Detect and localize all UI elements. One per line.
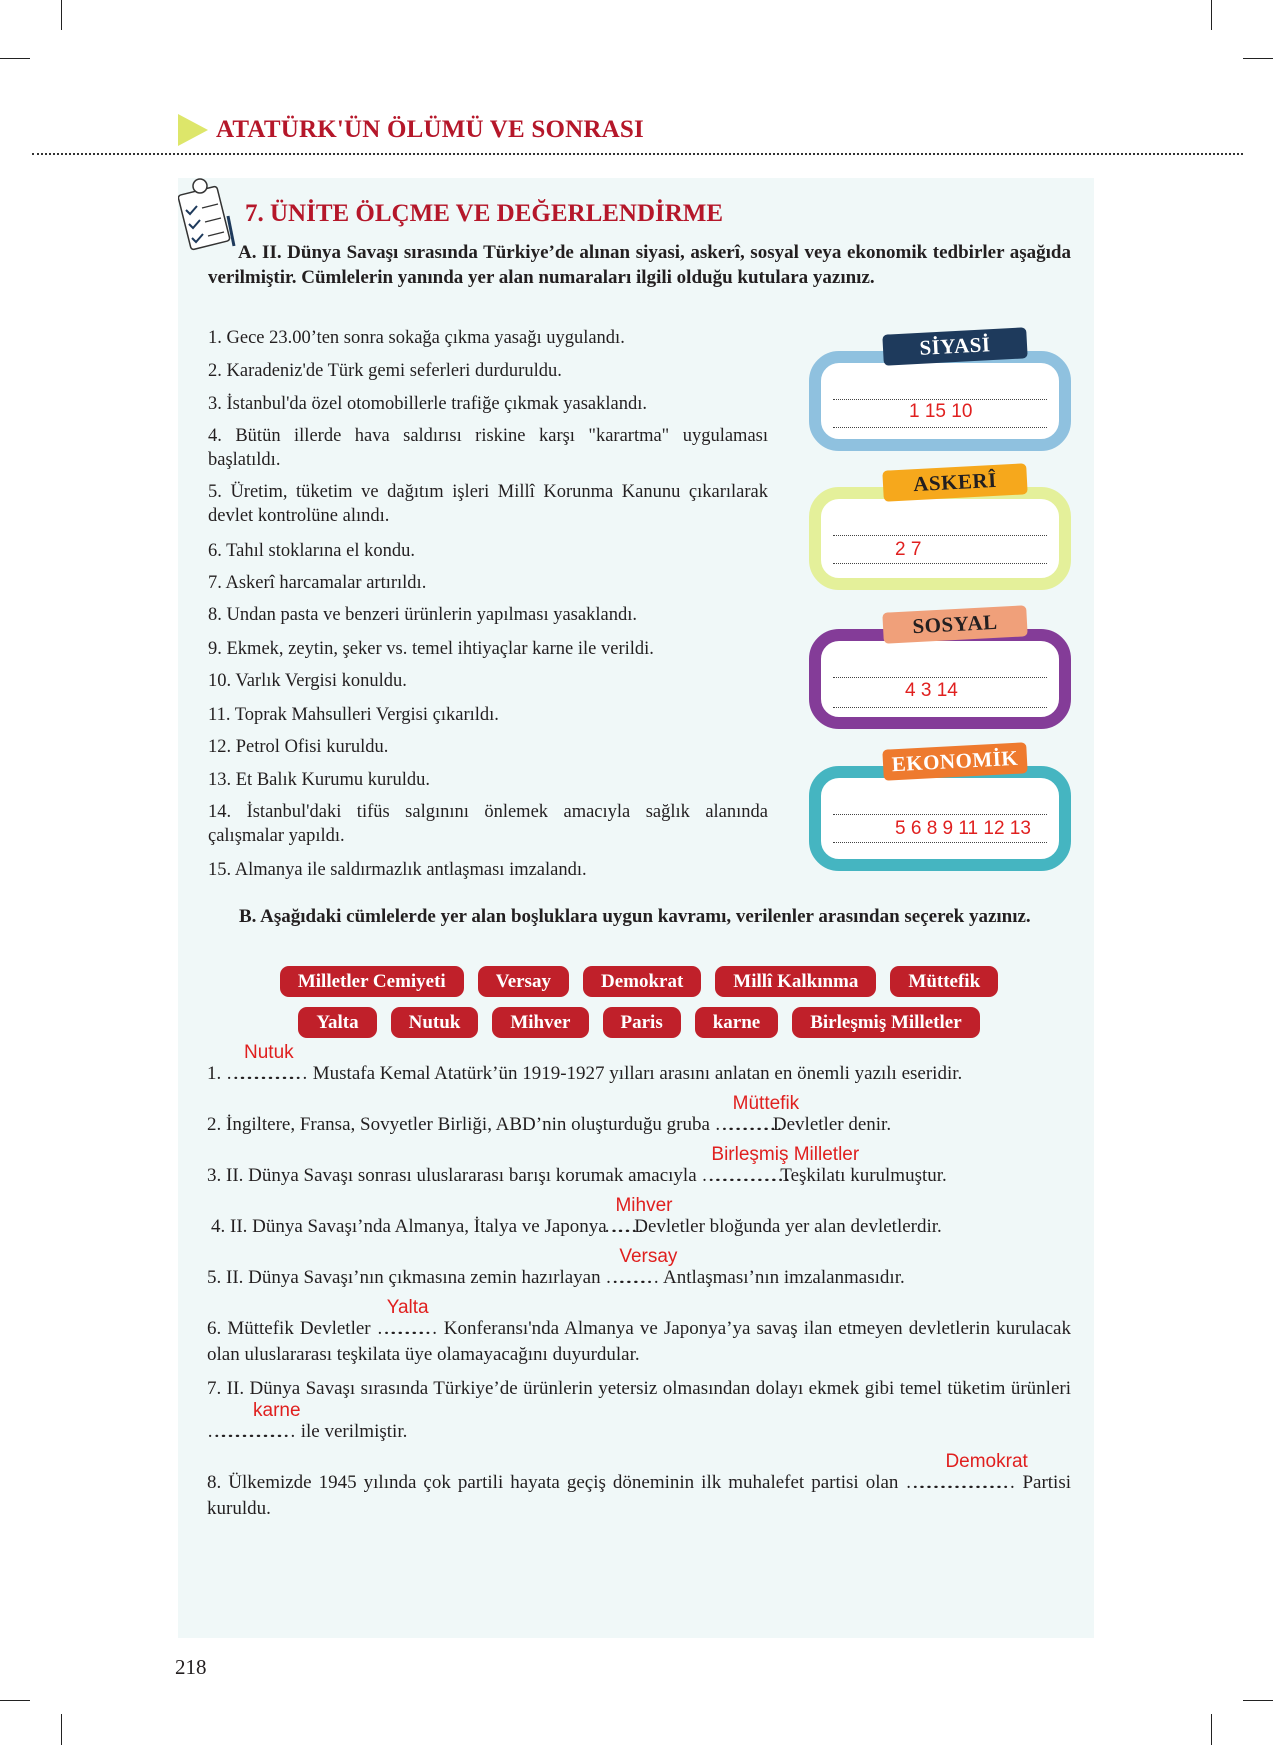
section-b-instruction: B. Aşağıdaki cümlelerde yer alan boşluklara uygun kavramı, verilenler arasından seçerek yazınız.: [239, 906, 1031, 927]
blank-dots: ……………………………………: [905, 1472, 1004, 1493]
question-text: Partisi kuruldu.: [207, 1472, 1072, 1519]
question-text: Mustafa Kemal Atatürk’ün 1919-1927 yılları arasını anlatan en önemli yazılı eseridir.: [308, 1063, 963, 1084]
answer-blank[interactable]: [207, 1400, 301, 1445]
blank-dots: ………………: [605, 1267, 648, 1288]
word-chip: Paris: [603, 1007, 681, 1038]
question-5: [207, 1248, 1071, 1291]
list-item: 3. İstanbul'da özel otomobillerle trafiğe çıkmak yasaklandı.: [208, 394, 647, 414]
word-chip: Yalta: [298, 1007, 376, 1038]
question-text: 6. Müttefik Devletler: [207, 1318, 377, 1339]
blank-dots: ……………………..: [714, 1114, 757, 1135]
handwritten-answer: Birleşmiş Milletler: [711, 1144, 860, 1165]
question-text: 4. II. Dünya Savaşı’nda Almanya, İtalya ve Japonya: [211, 1216, 612, 1237]
question-text: ile verilmiştir.: [296, 1421, 408, 1442]
answer-line: [833, 677, 1047, 678]
word-chip: Mihver: [492, 1007, 588, 1038]
answer-line: [833, 707, 1047, 708]
question-text: 1.: [207, 1063, 226, 1084]
box-siyasi: [809, 332, 1071, 451]
answer-line: [833, 563, 1047, 564]
divider: [32, 153, 1243, 155]
word-chip: Millî Kalkınma: [715, 966, 876, 997]
question-text: 3. II. Dünya Savaşı sonrası uluslararası barışı korumak amacıyla: [207, 1165, 702, 1186]
answer-line: [833, 535, 1047, 536]
word-chip: Nutuk: [391, 1007, 479, 1038]
handwritten-answer: Yalta: [386, 1297, 429, 1318]
question-3: [207, 1146, 1071, 1189]
list-item: 1. Gece 23.00’ten sonra sokağa çıkma yasağı uygulandı.: [208, 328, 625, 348]
question-text: Teşkilatı kurulmuştur.: [775, 1165, 947, 1186]
blank-dots: ……………………………: [207, 1421, 284, 1442]
crop-mark: [61, 0, 62, 30]
crop-mark: [0, 1700, 30, 1701]
handwritten-answer: Mihver: [615, 1195, 673, 1216]
header-arrow-icon: [178, 114, 208, 146]
question-text: Devletler denir.: [768, 1114, 892, 1135]
crop-mark: [61, 1714, 62, 1745]
box-label: SİYASİ: [882, 327, 1027, 365]
fill-in-questions: [207, 1044, 1071, 1530]
answer-blank[interactable]: [714, 1093, 800, 1138]
question-1: [207, 1044, 1071, 1087]
list-item: 4. Bütün illerde hava saldırısı riskine karşı "karartma" uygulaması başlatıldı.: [208, 426, 768, 470]
list-item: 6. Tahıl stoklarına el kondu.: [208, 541, 415, 561]
answer-blank[interactable]: [701, 1144, 860, 1189]
crop-mark: [0, 58, 30, 59]
crop-mark: [1211, 1714, 1212, 1745]
word-chip: Versay: [478, 966, 569, 997]
list-item: 9. Ekmek, zeytin, şeker vs. temel ihtiyaçlar karne ile verildi.: [208, 639, 654, 659]
question-text: 8. Ülkemizde 1945 yılında çok partili hayata geçiş döneminin ilk muhalefet partisi olan: [207, 1472, 906, 1493]
list-item: 7. Askerî harcamalar artırıldı.: [208, 573, 427, 593]
section-a-instruction: A. II. Dünya Savaşı sırasında Türkiye’de alınan siyasi, askerî, sosyal veya ekonomik tedbirler aşağıda verilmiştir. Cümlelerin yanında yer alan numaraları ilgili olduğu kutulara yazınız.: [208, 242, 1071, 288]
question-text: Devletler bloğunda yer alan devletlerdir.: [629, 1216, 942, 1237]
question-text: 2. İngiltere, Fransa, Sovyetler Birliği, ABD’nin oluşturduğu gruba: [207, 1114, 715, 1135]
list-item: 5. Üretim, tüketim ve dağıtım işleri Millî Korunma Kanunu çıkarılarak devlet kontrolüne alındı.: [208, 482, 768, 526]
blank-dots: …………………………: [226, 1063, 296, 1084]
question-text: 5. II. Dünya Savaşı’nın çıkmasına zemin hazırlayan: [207, 1267, 606, 1288]
word-chip: Milletler Cemiyeti: [280, 966, 464, 997]
list-item: 12. Petrol Ofisi kuruldu.: [208, 737, 389, 757]
answer-text[interactable]: 5 6 8 9 11 12 13: [895, 818, 1031, 839]
crop-mark: [1211, 0, 1212, 30]
handwritten-answer: Müttefik: [732, 1093, 800, 1114]
answer-blank[interactable]: [226, 1044, 308, 1087]
answer-text[interactable]: 4 3 14: [905, 680, 958, 701]
word-chip: Demokrat: [583, 966, 701, 997]
list-item: 15. Almanya ile saldırmazlık antlaşması imzalandı.: [208, 860, 587, 880]
blank-dots: ……………………………..: [701, 1165, 764, 1186]
crop-mark: [1243, 1700, 1273, 1701]
word-bank-row-1: [207, 966, 1071, 997]
answer-text[interactable]: 2 7: [895, 539, 922, 560]
word-chip: Müttefik: [890, 966, 998, 997]
list-item: 11. Toprak Mahsulleri Vergisi çıkarıldı.: [208, 705, 499, 725]
question-8: [207, 1453, 1071, 1522]
blank-dots: …..…………..: [611, 1216, 618, 1237]
handwritten-answer: Nutuk: [244, 1042, 294, 1063]
word-bank-row-2: [207, 1007, 1071, 1038]
question-6: [207, 1299, 1071, 1368]
answer-blank[interactable]: [611, 1195, 673, 1240]
handwritten-answer: karne: [253, 1400, 301, 1421]
box-askeri: [809, 467, 1071, 590]
question-text: Konferansı'nda Almanya ve Japonya’ya savaş ilan etmeyen devletlerin kurulacak olan uluslararası teşkilata üye olamayacağını duyurdular.: [207, 1318, 1071, 1365]
crop-mark: [1243, 58, 1273, 59]
answer-blank[interactable]: [377, 1299, 438, 1342]
list-item: 10. Varlık Vergisi konuldu.: [208, 671, 407, 691]
box-label: EKONOMİK: [882, 742, 1027, 780]
box-sosyal: [809, 609, 1071, 729]
box-label: SOSYAL: [882, 605, 1027, 643]
page-number: 218: [175, 1655, 207, 1679]
answer-line: [833, 399, 1047, 400]
list-item: 2. Karadeniz'de Türk gemi seferleri durduruldu.: [208, 361, 562, 381]
answer-blank[interactable]: [605, 1246, 678, 1291]
answer-line: [833, 427, 1047, 428]
question-4: [207, 1197, 1071, 1240]
chapter-title: ATATÜRK'ÜN ÖLÜMÜ VE SONRASI: [216, 116, 644, 143]
word-chip: karne: [695, 1007, 779, 1038]
question-text: Antlaşması’nın imzalanmasıdır.: [659, 1267, 905, 1288]
box-label: ASKERÎ: [882, 463, 1027, 501]
answer-line: [833, 814, 1047, 815]
unit-title: 7. ÜNİTE ÖLÇME VE DEĞERLENDİRME: [245, 200, 724, 227]
list-item: 14. İstanbul'daki tifüs salgınını önlemek amacıyla sağlık alanında çalışmalar yapıldı.: [208, 802, 768, 846]
handwritten-answer: Versay: [619, 1246, 678, 1267]
box-ekonomik: [809, 745, 1071, 871]
question-text: 7. II. Dünya Savaşı sırasında Türkiye’de ürünlerin yetersiz olmasından dolayı ekmek gibi temel tüketim ürünleri: [207, 1378, 1071, 1399]
answer-blank[interactable]: [905, 1451, 1028, 1496]
question-2: [207, 1095, 1071, 1138]
answer-line: [833, 842, 1047, 843]
handwritten-answer: Demokrat: [945, 1451, 1028, 1472]
list-item: 8. Undan pasta ve benzeri ürünlerin yapılması yasaklandı.: [208, 605, 637, 625]
blank-dots: …………………: [376, 1318, 426, 1339]
list-item: 13. Et Balık Kurumu kuruldu.: [208, 770, 430, 790]
question-7: [207, 1376, 1071, 1445]
word-chip: Birleşmiş Milletler: [792, 1007, 979, 1038]
answer-text[interactable]: 1 15 10: [909, 401, 973, 422]
